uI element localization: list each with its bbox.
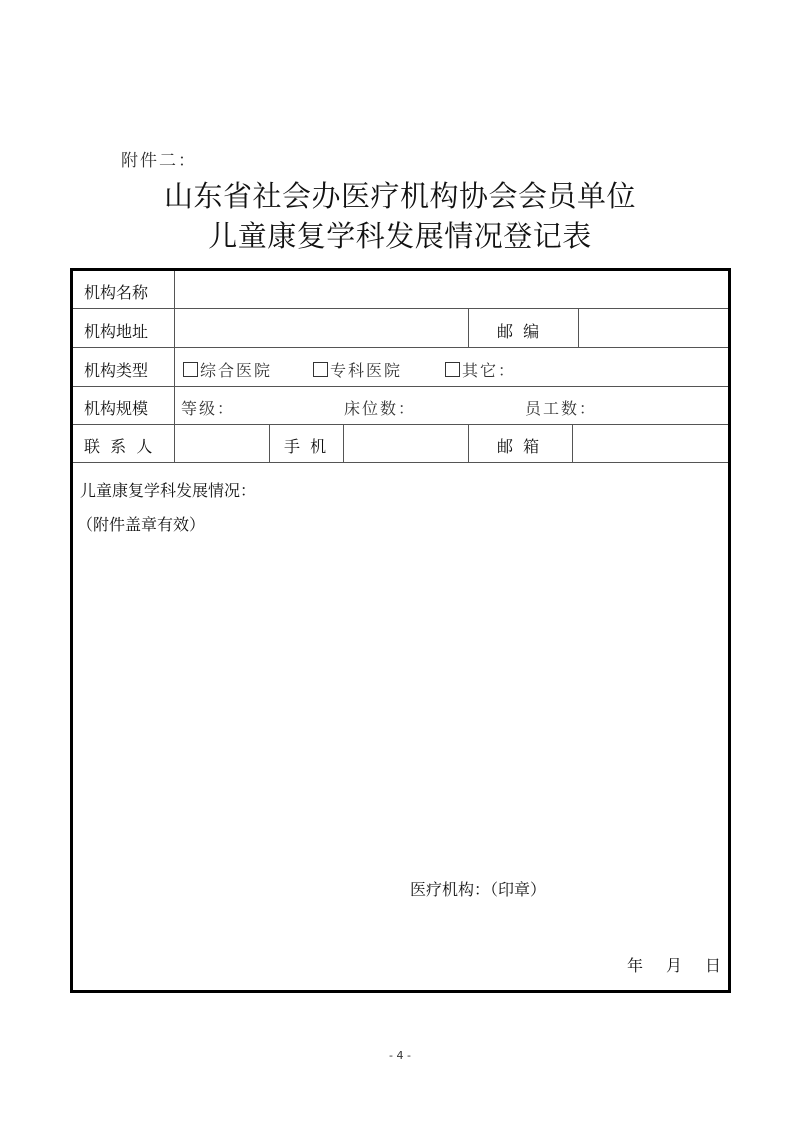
row-divider xyxy=(73,347,728,348)
contact-person-label: 联 系 人 xyxy=(84,437,153,456)
type-option-other[interactable]: 其它： xyxy=(445,358,516,381)
institution-name-label: 机构名称 xyxy=(84,283,149,302)
page-number: - 4 - xyxy=(389,1049,411,1062)
seal-note: （附件盖章有效） xyxy=(77,515,206,534)
col-divider xyxy=(174,271,175,462)
form-title-line-1: 山东省社会办医疗机构协会会员单位 xyxy=(163,179,636,213)
type-option-specialty-hospital[interactable]: 专科医院 xyxy=(313,358,402,381)
col-divider xyxy=(269,424,270,462)
email-field[interactable] xyxy=(574,426,726,461)
mobile-label: 手 机 xyxy=(284,437,327,456)
staff-field[interactable] xyxy=(605,390,723,422)
date-month-label: 月 xyxy=(666,956,683,975)
institution-name-field[interactable] xyxy=(176,272,726,307)
institution-seal-label: 医疗机构：（印章） xyxy=(410,880,547,899)
institution-address-field[interactable] xyxy=(176,310,466,346)
checkbox-icon[interactable] xyxy=(445,362,460,377)
col-divider xyxy=(468,308,469,347)
col-divider xyxy=(572,424,573,462)
development-content-area[interactable] xyxy=(76,540,724,860)
form-title-line-2: 儿童康复学科发展情况登记表 xyxy=(208,219,592,253)
checkbox-icon[interactable] xyxy=(183,362,198,377)
attachment-label: 附件二： xyxy=(121,151,197,171)
col-divider xyxy=(343,424,344,462)
date-day-label: 日 xyxy=(705,956,722,975)
postcode-label: 邮 编 xyxy=(497,322,540,341)
institution-scale-label: 机构规模 xyxy=(84,399,149,418)
row-divider xyxy=(73,424,728,425)
beds-label: 床位数： xyxy=(344,399,417,418)
development-heading: 儿童康复学科发展情况： xyxy=(80,481,257,500)
grade-label: 等级： xyxy=(181,399,236,418)
row-divider xyxy=(73,308,728,309)
postcode-field[interactable] xyxy=(580,310,726,346)
date-year-label: 年 xyxy=(627,956,644,975)
mobile-field[interactable] xyxy=(345,426,467,461)
col-divider xyxy=(578,308,579,347)
beds-field[interactable] xyxy=(425,390,515,422)
email-label: 邮 箱 xyxy=(497,437,540,456)
col-divider xyxy=(468,424,469,462)
row-divider xyxy=(73,386,728,387)
checkbox-icon[interactable] xyxy=(313,362,328,377)
institution-address-label: 机构地址 xyxy=(84,322,149,341)
grade-field[interactable] xyxy=(240,390,335,422)
staff-label: 员工数： xyxy=(525,399,598,418)
institution-type-label: 机构类型 xyxy=(84,361,149,380)
type-option-general-hospital[interactable]: 综合医院 xyxy=(183,358,272,381)
row-divider xyxy=(73,462,728,463)
contact-person-field[interactable] xyxy=(176,426,268,461)
